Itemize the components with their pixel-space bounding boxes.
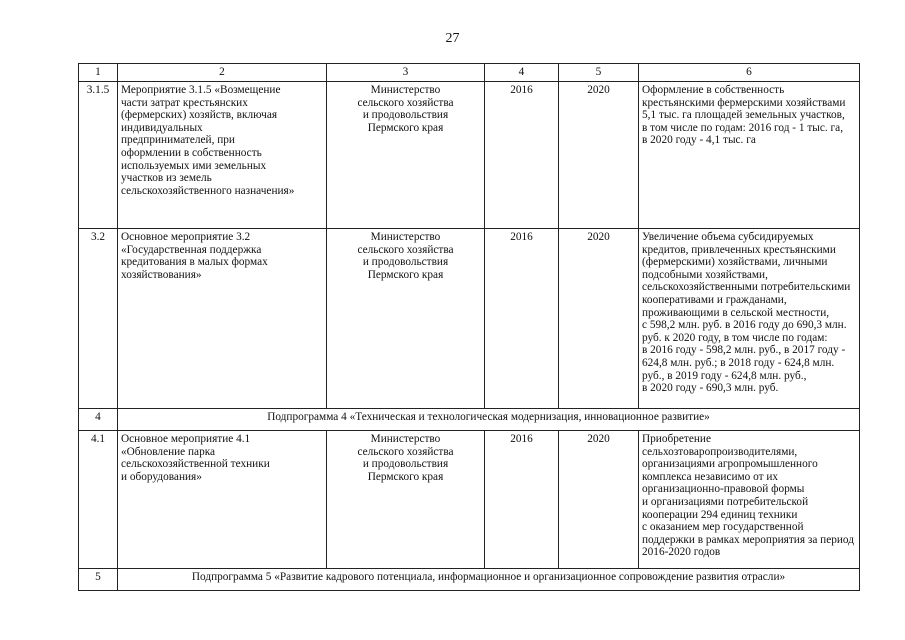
row-number: 3.2 xyxy=(79,229,118,409)
end-year: 2020 xyxy=(559,431,639,569)
expected-result: Приобретение сельхозтоваропроизводителями, организациями агропромышленного комплекса независимо от их организационно-правовой формы и организациями потребительской кооперации 294 единиц техники с оказанием мер государственной поддержки в рамках мероприятия за период 2016-2020 годов xyxy=(639,431,860,569)
column-number: 1 xyxy=(79,64,118,82)
table-row xyxy=(79,82,860,229)
program-table xyxy=(78,63,860,591)
row-number: 5 xyxy=(79,569,118,591)
activity-name: Основное мероприятие 4.1 «Обновление парка сельскохозяйственной техники и оборудования» xyxy=(118,431,327,569)
subprogram-row xyxy=(79,569,860,591)
row-number: 4.1 xyxy=(79,431,118,569)
column-number: 6 xyxy=(639,64,860,82)
start-year: 2016 xyxy=(485,431,559,569)
row-number: 4 xyxy=(79,409,118,431)
table-row xyxy=(79,229,860,409)
executor: Министерство сельского хозяйства и продовольствия Пермского края xyxy=(327,82,485,229)
subprogram-title: Подпрограмма 5 «Развитие кадрового потенциала, информационное и организационное сопровождение развития отрасли» xyxy=(118,569,860,591)
start-year: 2016 xyxy=(485,229,559,409)
column-number: 3 xyxy=(327,64,485,82)
page-number: 27 xyxy=(445,31,460,46)
subprogram-title: Подпрограмма 4 «Техническая и технологическая модернизация, инновационное развитие» xyxy=(118,409,860,431)
executor: Министерство сельского хозяйства и продовольствия Пермского края xyxy=(327,431,485,569)
executor: Министерство сельского хозяйства и продовольствия Пермского края xyxy=(327,229,485,409)
expected-result: Увеличение объема субсидируемых кредитов, привлеченных крестьянскими (фермерскими) хозяйствами, личными подсобными хозяйствами, сельскохозяйственными потребительскими кооперативами и гражданами, проживающими в сельской местности, с 598,2 млн. руб. в 2016 году до 690,3 млн. руб. к 2020 году, в том числе по годам: в 2016 году - 598,2 млн. руб., в 2017 году - 624,8 млн. руб.; в 2018 году - 624,8 млн. руб., в 2019 году - 624,8 млн. руб., в 2020 году - 690,3 млн. руб. xyxy=(639,229,860,409)
subprogram-row xyxy=(79,409,860,431)
end-year: 2020 xyxy=(559,229,639,409)
start-year: 2016 xyxy=(485,82,559,229)
expected-result: Оформление в собственность крестьянскими фермерскими хозяйствами 5,1 тыс. га площадей земельных участков, в том числе по годам: 2016 год - 1 тыс. га, в 2020 году - 4,1 тыс. га xyxy=(639,82,860,229)
activity-name: Мероприятие 3.1.5 «Возмещение части затрат крестьянских (фермерских) хозяйств, включая индивидуальных предпринимателей, при оформлении в собственность используемых ими земельных участков из земель сельскохозяйственного назначения» xyxy=(118,82,327,229)
end-year: 2020 xyxy=(559,82,639,229)
column-number: 4 xyxy=(485,64,559,82)
column-number: 5 xyxy=(559,64,639,82)
row-number: 3.1.5 xyxy=(79,82,118,229)
column-number-row xyxy=(79,64,860,82)
activity-name: Основное мероприятие 3.2 «Государственная поддержка кредитования в малых формах хозяйствования» xyxy=(118,229,327,409)
column-number: 2 xyxy=(118,64,327,82)
table-row xyxy=(79,431,860,569)
